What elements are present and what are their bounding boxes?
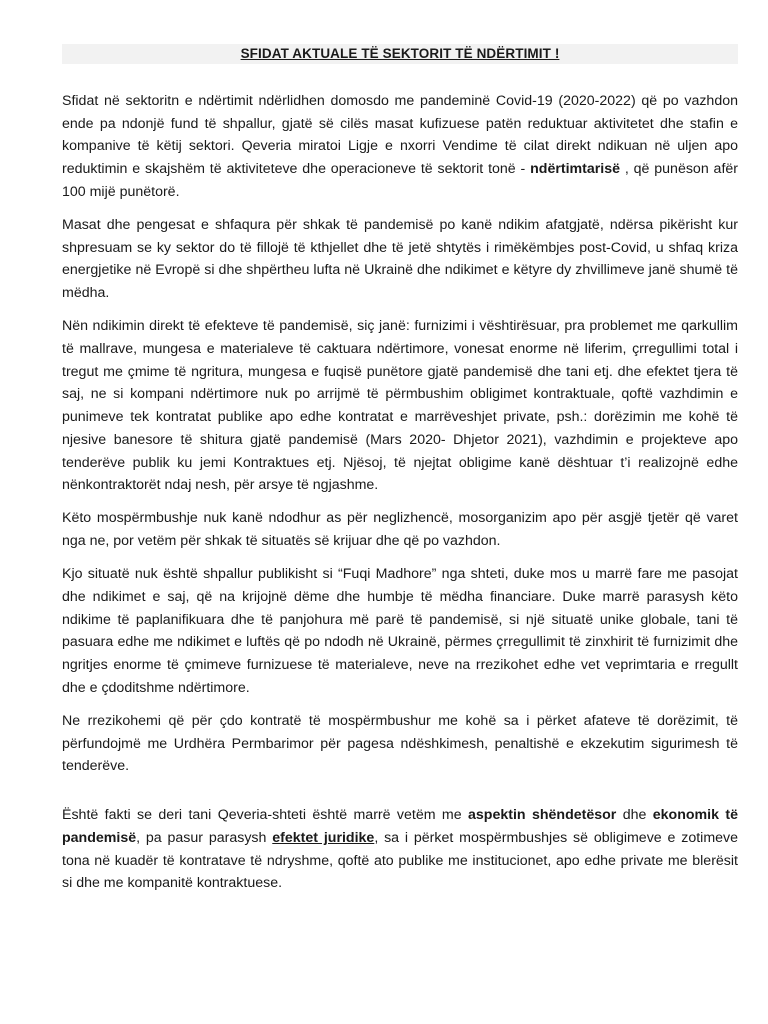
paragraph-1 xyxy=(62,90,738,204)
paragraph-7-and: dhe xyxy=(616,807,653,824)
document-title: SFIDAT AKTUALE TË SEKTORIT TË NDËRTIMIT ! xyxy=(240,46,560,61)
paragraph-7 xyxy=(62,804,738,895)
paragraph-5: Kjo situatë nuk është shpallur publikisht si “Fuqi Madhore” nga shteti, duke mos u marrë fare me pasojat dhe ndikimet e saj, që na krijojnë dëme dhe humbje të mëdha financiare. Duke marrë parasysh këto ndikime të paplanifikuara dhe të panjohura më parë të pandemisë, si një situatë unike globale, tani të pasuara edhe me ndikimet e luftës që po ndodh në Ukrainë, përmes çrregullimit të zinxhirit të furnizimit dhe ngritjes enorme të çmimeve furnizuese të materialeve, neve na rrezikohet edhe vet veprimtaria e rregullt dhe e çdoditshme ndërtimore. xyxy=(62,566,738,696)
paragraph-3: Nën ndikimin direkt të efekteve të pandemisë, siç janë: furnizimi i vështirësuar, pra problemet me qarkullim të mallrave, mungesa e materialeve të caktuara ndërtimore, vonesat enorme në liferim, çrregullimi total i tregut me çmime të ngritura, mungesa e fuqisë punëtore gjatë pandemisë dhe tani etj. dhe efektet tjera të saj, ne si kompani ndërtimore nuk po arrijmë të përmbushim obligimet kontraktuale, qoftë vazhdimin e punimeve tek kontratat publike apo edhe kontratat e marrëveshjet private, psh.: dorëzimin me kohë të njesive banesore të shitura gjatë pandemisë (Mars 2020- Dhjetor 2021), vazhdimin e projekteve apo tenderëve publik ku jemi Kontraktues etj. Njësoj, të njejtat obligime kanë dështuar t’i realizojnë edhe nënkontraktorët ndaj nesh, për arsye të ngjashme. xyxy=(62,318,738,494)
paragraph-7-bold-economic: ekonomik të pandemisë xyxy=(62,807,738,846)
title-bar xyxy=(62,44,738,64)
paragraph-7-legal-effects: efektet juridike xyxy=(272,829,375,846)
paragraph-1-text: Sfidat në sektoritn e ndërtimit ndërlidhen domosdo me pandeminë Covid-19 (2020-2022) që po vazhdon ende pa ndonjë fund të shpallur, gjatë së cilës masat kufizuese patën reduktuar aktivitetet dhe stafin e kompanive të këtij sektori. Qeveria miratoi Ligje e nxorri Vendime të cilat direkt ndikuan në uljen apo reduktimin e skajshëm të aktiviteteve dhe operacioneve të sektorit tonë - xyxy=(62,93,738,178)
paragraph-4: Këto mospërmbushje nuk kanë ndodhur as për neglizhencë, mosorganizim apo për asgjë tjetër që varet nga ne, por vetëm për shkak të situatës së krijuar dhe që po vazhdon. xyxy=(62,510,738,550)
paragraph-1-tail: , që punëson afër 100 mijë punëtorë. xyxy=(62,161,739,200)
paragraph-7-bold-health: aspektin shëndetësor xyxy=(468,807,617,824)
paragraph-6: Ne rrezikohemi që për çdo kontratë të mospërmbushur me kohë sa i përket afateve të dorëzimit, të përfundojmë me Urdhëra Permbarimor për pagesa ndëshkimesh, penaltishë e ekzekutim sigurimesh të tenderëve. xyxy=(62,713,738,775)
paragraph-7-tail: , sa i përket mospërmbushjes së obligimeve e zotimeve tona në kuadër të kontratave të ndryshme, qoftë ato publike me institucionet, apo edhe private me blerësit si dhe me kompanitë kontraktuese. xyxy=(62,829,739,892)
paragraph-7-mid: , pa pasur parasysh xyxy=(136,829,273,846)
paragraph-7-text: Është fakti se deri tani Qeveria-shteti është marrë vetëm me xyxy=(62,807,469,824)
paragraph-1-bold: ndërtimtarisë xyxy=(530,161,621,178)
paragraph-2: Masat dhe pengesat e shfaqura për shkak të pandemisë po kanë ndikim afatgjatë, ndërsa pikërisht kur shpresuam se ky sektor do të fillojë të kthjellet dhe të jetë shtytës i rimëkëmbjes post-Covid, u shfaq kriza energjetike në Evropë si dhe shpërtheu lufta në Ukrainë dhe ndikimet e këtyre dy zhvillimeve janë shumë të mëdha. xyxy=(62,217,738,302)
document-body xyxy=(62,90,738,906)
